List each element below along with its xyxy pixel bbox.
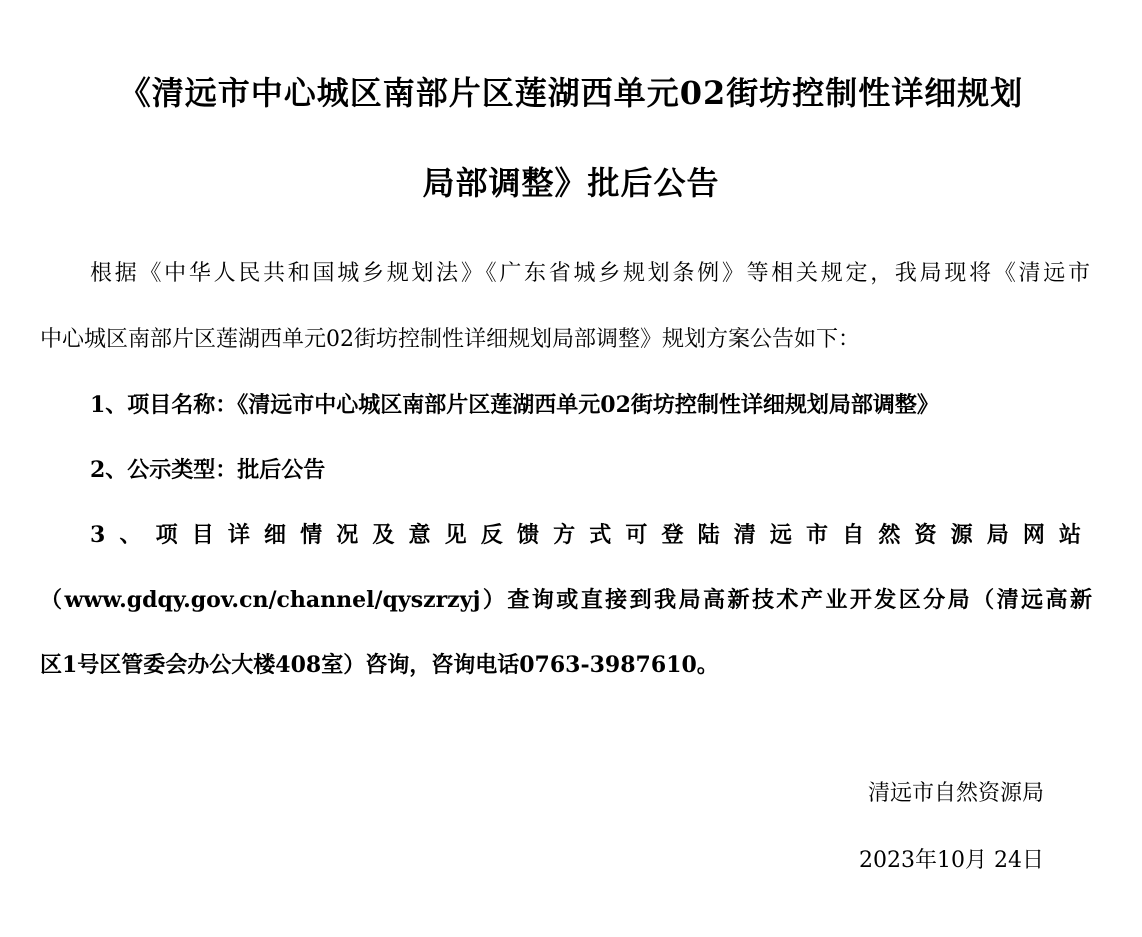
signature-date: 2023年10月 24日 — [859, 848, 1044, 873]
item-notice-type: 2、公示类型：批后公告 — [90, 457, 326, 483]
notice-title-line-1: 《清远市中心城区南部片区莲湖西单元02街坊控制性详细规划 — [118, 74, 1024, 112]
item-details-line-1: 3、项目详细情况及意见反馈方式可登陆清远市自然资源局网站 — [90, 522, 1090, 548]
intro-paragraph-line-1: 根据《中华人民共和国城乡规划法》《广东省城乡规划条例》等相关规定，我局现将《清远市 — [90, 261, 1090, 286]
notice-title-line-2: 局部调整》批后公告 — [422, 164, 720, 202]
intro-paragraph-line-2: 中心城区南部片区莲湖西单元02街坊控制性详细规划局部调整》规划方案公告如下： — [40, 327, 860, 352]
item-details-line-3: 区1号区管委会办公大楼408室）咨询，咨询电话0763-3987610。 — [40, 652, 719, 678]
item-project-name: 1、项目名称：《清远市中心城区南部片区莲湖西单元02街坊控制性详细规划局部调整》 — [90, 392, 939, 418]
item-details-line-2: （www.gdqy.gov.cn/channel/qyszrzyj）查询或直接到我局高新技术产业开发区分局（清远高新 — [40, 587, 1092, 613]
signature-organization: 清远市自然资源局 — [867, 781, 1044, 806]
